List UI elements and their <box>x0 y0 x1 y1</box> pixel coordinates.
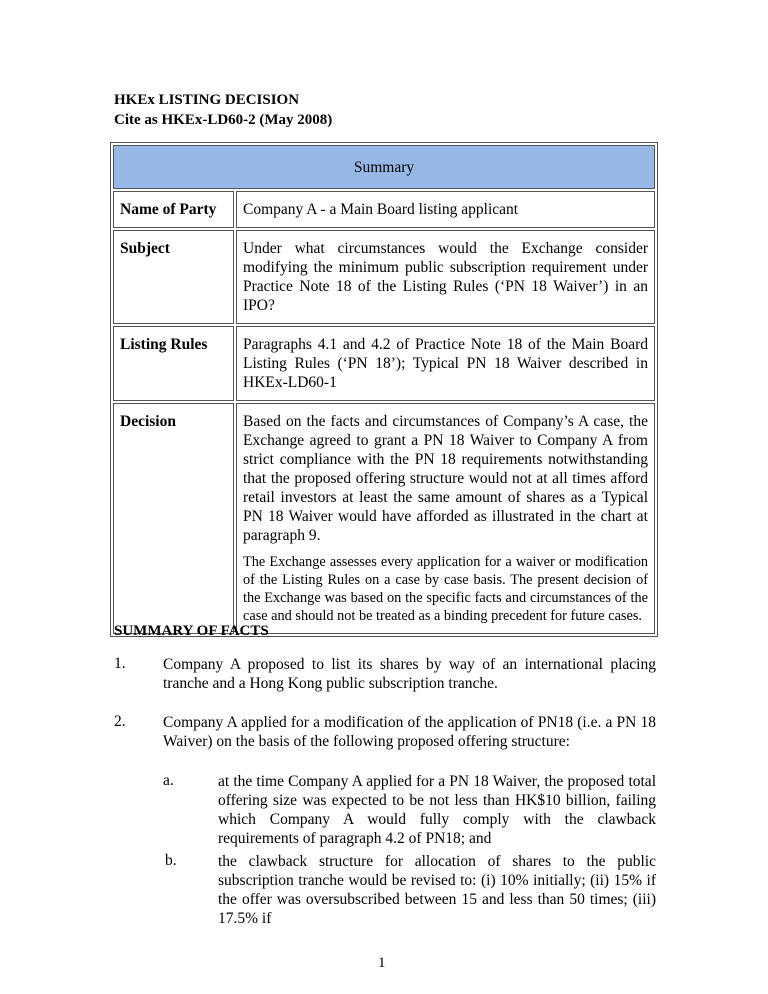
item-number: 2. <box>114 713 126 730</box>
summary-row-decision <box>113 403 655 634</box>
summary-row-listing-rules <box>113 326 655 401</box>
item-number: 1. <box>114 655 126 672</box>
content-listing-rules: Paragraphs 4.1 and 4.2 of Practice Note 18 of the Main Board Listing Rules (‘PN 18’); Typical PN 18 Waiver described in HKEx-LD60-1 <box>236 326 655 401</box>
label-listing-rules: Listing Rules <box>113 326 234 401</box>
content-decision <box>236 403 655 634</box>
item-text: Company A proposed to list its shares by way of an international placing tranche and a Hong Kong public subscription tranche. <box>163 656 656 692</box>
subitem-number: b. <box>165 852 177 869</box>
citation: Cite as HKEx-LD60-2 (May 2008) <box>114 112 333 128</box>
decision-text: Based on the facts and circumstances of Company’s A case, the Exchange agreed to grant a PN 18 Waiver to Company A from strict compliance with the PN 18 requirements notwithstanding that the proposed offering structure would not at all times afford retail investors at least the same amount of shares as a Typical PN 18 Waiver would have afforded as illustrated in the chart at paragraph 9. <box>243 413 648 544</box>
decision-title: HKEx LISTING DECISION <box>114 92 300 108</box>
document-header <box>114 90 332 130</box>
page-number: 1 <box>378 955 386 971</box>
content-name-of-party: Company A - a Main Board listing applicant <box>236 191 655 228</box>
section-heading: SUMMARY OF FACTS <box>114 623 269 639</box>
summary-title-row <box>113 145 655 189</box>
item-text: Company A applied for a modification of the application of PN18 (i.e. a PN 18 Waiver) on the basis of the following proposed offering structure: <box>163 714 656 750</box>
label-name-of-party: Name of Party <box>113 191 234 228</box>
summary-row-party <box>113 191 655 228</box>
subitem-text: at the time Company A applied for a PN 18 Waiver, the proposed total offering size was expected to be not less than HK$10 billion, failing which Company A would fully comply with the clawback requirements of paragraph 4.2 of PN18; and <box>218 773 656 847</box>
label-decision: Decision <box>113 403 234 634</box>
summary-row-subject <box>113 230 655 324</box>
subitem-number: a. <box>163 772 174 789</box>
decision-note: The Exchange assesses every application for a waiver or modification of the Listing Rules on a case by case basis. The present decision of the Exchange was based on the specific facts and circumstances of the case and should not be treated as a binding precedent for future cases. <box>243 554 648 624</box>
content-subject: Under what circumstances would the Exchange consider modifying the minimum public subscription requirement under Practice Note 18 of the Listing Rules (‘PN 18 Waiver’) in an IPO? <box>236 230 655 324</box>
subitem-text: the clawback structure for allocation of shares to the public subscription tranche would be revised to: (i) 10% initially; (ii) 15% if the offer was oversubscribed between 15 and less than 50 times; (iii) 17.5% if <box>218 853 656 927</box>
summary-title: Summary <box>113 145 655 189</box>
label-subject: Subject <box>113 230 234 324</box>
summary-table <box>110 142 658 637</box>
